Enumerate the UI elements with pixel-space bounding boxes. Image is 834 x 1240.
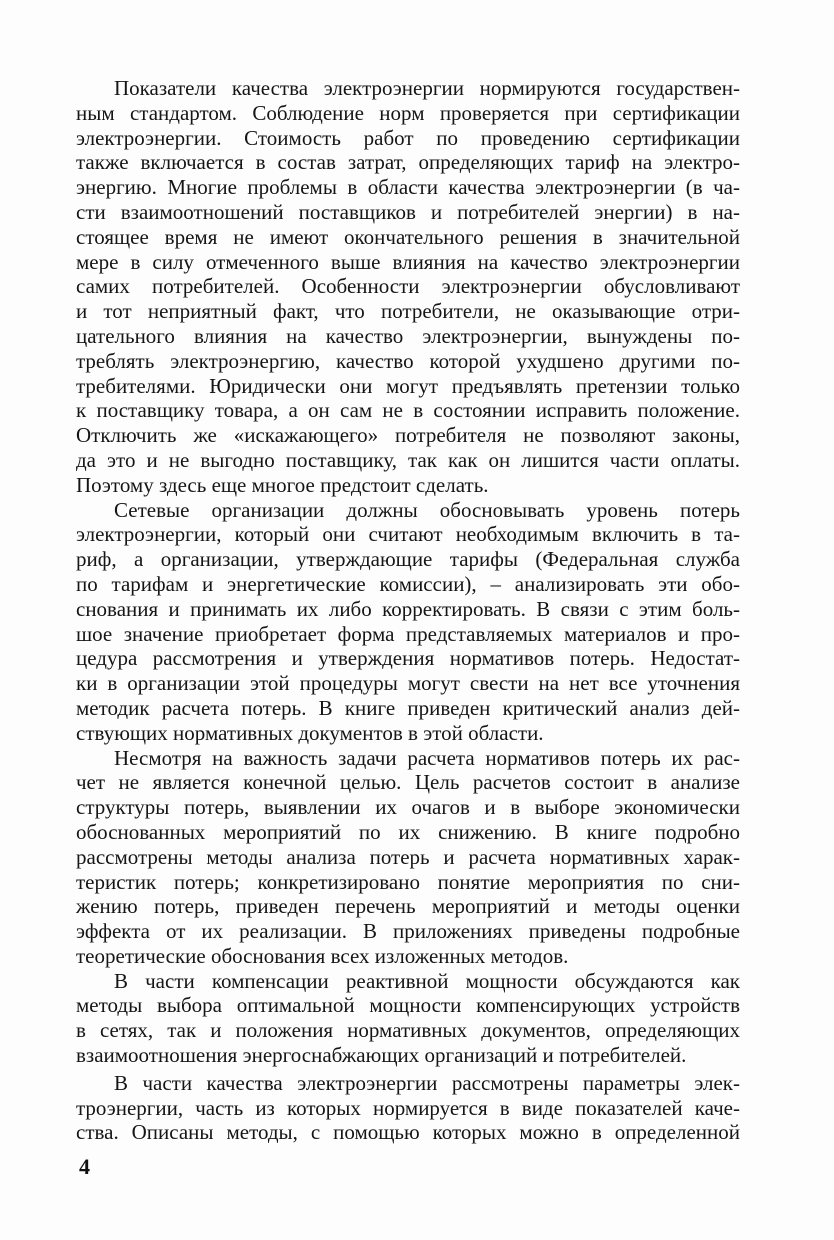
paragraph-4 [76,969,740,1068]
text-line: и тот неприятный факт, что потребители, не оказывающие отри- [76,299,740,324]
text-line: электроэнергии, который они считают необходимым включить в та- [76,522,740,547]
text-line: В части компенсации реактивной мощности обсуждаются как [114,968,740,993]
paragraph-3 [76,746,740,969]
text-line: риф, а организации, утверждающие тарифы (Федеральная служба [76,547,740,572]
text-line: рассмотрены методы анализа потерь и расчета нормативных харак- [76,844,740,869]
text-line: чет не является конечной целью. Цель расчетов состоит в анализе [76,770,740,795]
text-line: эффекта от их реализации. В приложениях приведены подробные [76,919,740,944]
text-line: Сетевые организации должны обосновывать уровень потерь [114,497,740,522]
text-line: методик расчета потерь. В книге приведен критический анализ дей- [76,695,740,720]
text-line: взаимоотношения энергоснабжающих организаций и потребителей. [76,1043,687,1068]
text-line: по тарифам и энергетические комиссии), – анализировать эти обо- [76,571,740,596]
body-text [76,76,740,1145]
paragraph-1 [76,76,740,498]
text-line: ным стандартом. Соблюдение норм проверяется при сертификации [76,100,740,125]
text-line: ствующих нормативных документов в этой области. [76,720,544,745]
text-line: ства. Описаны методы, с помощью которых можно в определенной [76,1120,740,1145]
text-line: самих потребителей. Особенности электроэнергии обусловливают [76,274,740,299]
paragraph-5 [76,1071,740,1145]
text-line: Несмотря на важность задачи расчета нормативов потерь их рас- [114,745,740,770]
text-line: жению потерь, приведен перечень мероприятий и методы оценки [76,894,740,919]
text-line: цательного влияния на качество электроэнергии, вынуждены по- [76,323,740,348]
text-line: шое значение приобретает форма представляемых материалов и про- [76,621,740,646]
text-line: обоснованных мероприятий по их снижению. В книге подробно [76,819,740,844]
text-line: к поставщику товара, а он сам не в состоянии исправить положение. [76,398,740,423]
text-line: Показатели качества электроэнергии нормируются государствен- [114,76,740,100]
paragraph-2 [76,498,740,746]
text-line: да это и не выгодно поставщику, так как он лишится части оплаты. [76,447,740,472]
text-line: требителями. Юридически они могут предъявлять претензии только [76,373,740,398]
text-line: Отключить же «искажающего» потребителя не позволяют законы, [76,423,740,448]
text-line: теоретические обоснования всех изложенных методов. [76,943,569,968]
text-line: треблять электроэнергию, качество которой ухудшено другими по- [76,348,740,373]
text-line: мере в силу отмеченного выше влияния на качество электроэнергии [76,249,740,274]
text-line: стоящее время не имеют окончательного решения в значительной [76,224,740,249]
text-line: энергию. Многие проблемы в области качества электроэнергии (в ча- [76,175,740,200]
text-line: сти взаимоотношений поставщиков и потребителей энергии) в на- [76,199,740,224]
text-line: структуры потерь, выявлении их очагов и в выборе экономически [76,795,740,820]
text-line: в сетях, так и положения нормативных документов, определяющих [76,1018,740,1043]
text-line: снования и принимать их либо корректировать. В связи с этим боль- [76,596,740,621]
text-line: цедура рассмотрения и утверждения нормативов потерь. Недостат- [76,646,740,671]
text-line: теристик потерь; конкретизировано понятие мероприятия по сни- [76,869,740,894]
text-line: Поэтому здесь еще многое предстоит сделать. [76,472,489,497]
page-number: 4 [79,1154,90,1179]
text-line: методы выбора оптимальной мощности компенсирующих устройств [76,993,740,1018]
text-line: также включается в состав затрат, определяющих тариф на электро- [76,150,740,175]
text-line: В части качества электроэнергии рассмотрены параметры элек- [114,1070,740,1095]
text-line: ки в организации этой процедуры могут свести на нет все уточнения [76,671,740,696]
text-line: троэнергии, часть из которых нормируется в виде показателей каче- [76,1095,740,1120]
text-line: электроэнергии. Стоимость работ по проведению сертификации [76,125,740,150]
